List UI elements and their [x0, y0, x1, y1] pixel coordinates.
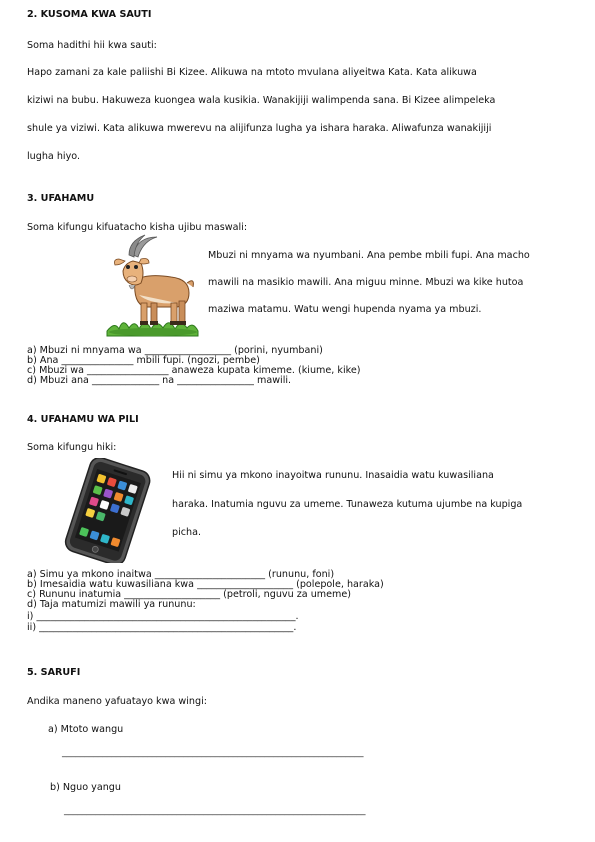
section-2-heading: 2. KUSOMA KWA SAUTI [27, 9, 152, 20]
grammar-item-a-answer-line[interactable]: ___________________________________________________________________ [62, 748, 364, 758]
question-4a: a) Simu ya mkono inaitwa _______________________ (rununu, foni) [27, 569, 335, 580]
goat-image [105, 233, 200, 338]
question-3c: c) Mbuzi wa _________________ anaweza kupata kimeme. (kiume, kike) [27, 365, 361, 376]
section-3-heading: 3. UFAHAMU [27, 193, 95, 204]
section-3-instruction: Soma kifungu kifuatacho kisha ujibu maswali: [27, 222, 248, 233]
goat-text-line-2: mawili na masikio mawili. Ana miguu minne. Mbuzi wa kike hutoa [208, 277, 524, 288]
phone-text-line-2: haraka. Inatumia nguvu za umeme. Tunaweza kutuma ujumbe na kupiga [172, 499, 523, 510]
section-5-heading: 5. SARUFI [27, 667, 81, 678]
section-4-heading: 4. UFAHAMU WA PILI [27, 414, 139, 425]
question-3d: d) Mbuzi ana ______________ na ________________ mawili. [27, 375, 292, 386]
goat-text-line-1: Mbuzi ni mnyama wa nyumbani. Ana pembe mbili fupi. Ana macho [208, 250, 530, 261]
story-line-3: shule ya viziwi. Kata alikuwa mwerevu na alijifunza lugha ya ishara haraka. Aliwafunza wanakijiji [27, 123, 492, 134]
story-line-2: kiziwi na bubu. Hakuweza kuongea wala kusikia. Wanakijiji walimpenda sana. Bi Kizee alimpeleka [27, 95, 496, 106]
phone-image [55, 458, 160, 563]
question-4c: c) Rununu inatumia ____________________ (petroli, nguvu za umeme) [27, 589, 352, 600]
grammar-item-b-label: b) Nguo yangu [50, 782, 121, 793]
phone-text-line-3: picha. [172, 527, 202, 538]
question-3a: a) Mbuzi ni mnyama wa __________________ (porini, nyumbani) [27, 345, 323, 356]
question-4b: b) Imesaidia watu kuwasiliana kwa ____________________ (polepole, haraka) [27, 579, 384, 590]
answer-line-i[interactable]: i) ______________________________________________________. [27, 611, 299, 622]
grammar-item-a-label: a) Mtoto wangu [48, 724, 124, 735]
answer-line-ii[interactable]: ii) _____________________________________________________. [27, 622, 297, 633]
section-5-instruction: Andika maneno yafuatayo kwa wingi: [27, 696, 207, 707]
phone-text-line-1: Hii ni simu ya mkono inayoitwa rununu. Inasaidia watu kuwasiliana [172, 470, 494, 481]
section-2-instruction: Soma hadithi hii kwa sauti: [27, 40, 157, 51]
grammar-item-b-answer-line[interactable]: ___________________________________________________________________ [64, 806, 366, 816]
section-4-instruction: Soma kifungu hiki: [27, 442, 117, 453]
goat-text-line-3: maziwa matamu. Watu wengi hupenda nyama ya mbuzi. [208, 304, 482, 315]
story-line-4: lugha hiyo. [27, 151, 81, 162]
question-4d: d) Taja matumizi mawili ya rununu: [27, 599, 196, 610]
story-line-1: Hapo zamani za kale paliishi Bi Kizee. Alikuwa na mtoto mvulana aliyeitwa Kata. Kata alikuwa [27, 67, 477, 78]
question-3b: b) Ana _______________ mbili fupi. (ngozi, pembe) [27, 355, 260, 366]
